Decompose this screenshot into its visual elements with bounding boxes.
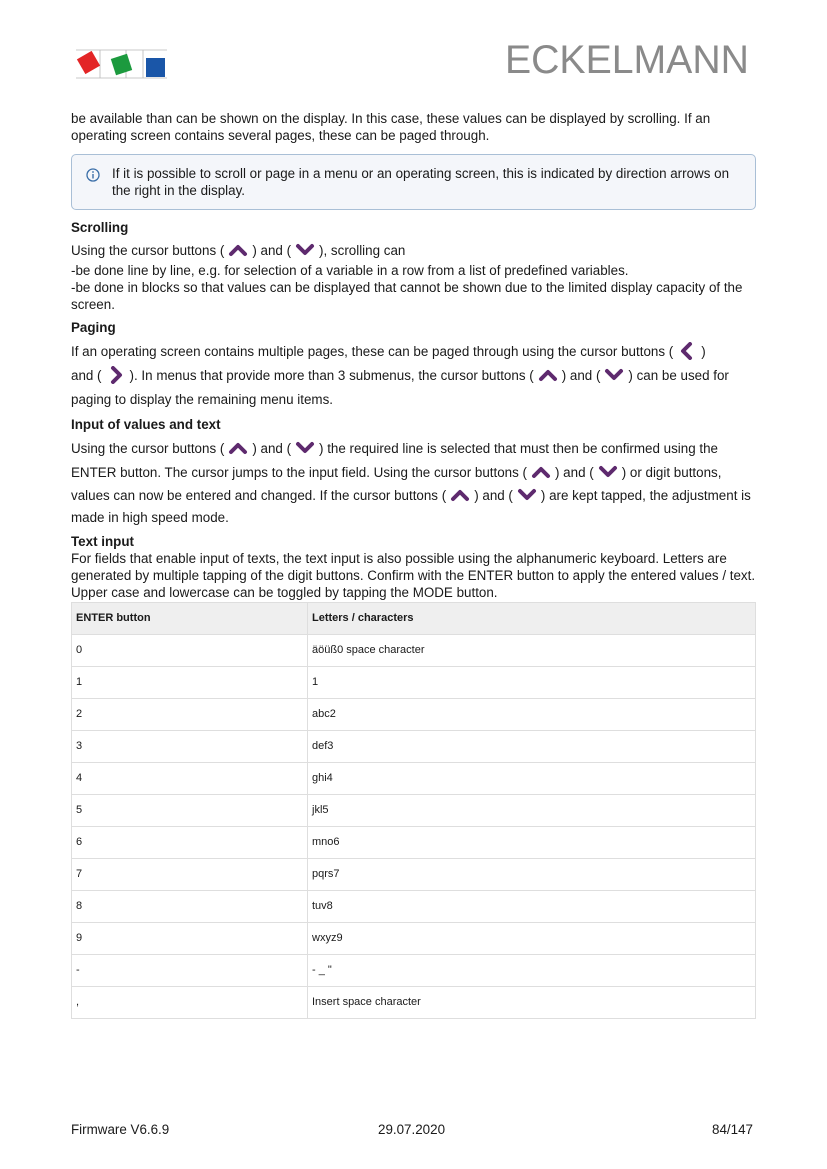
column-header: ENTER button xyxy=(72,603,308,635)
table-cell: 4 xyxy=(72,763,308,795)
scrolling-heading: Scrolling xyxy=(71,220,129,235)
cursor-up-icon xyxy=(228,241,248,259)
table-cell: jkl5 xyxy=(308,795,756,827)
cursor-up-icon xyxy=(538,366,558,384)
table-cell: def3 xyxy=(308,731,756,763)
table-row xyxy=(72,827,756,859)
table-row xyxy=(72,987,756,1019)
paging-section xyxy=(71,319,756,412)
paging-text-f: ) can be used for paging to display the remaining menu items. xyxy=(71,368,729,407)
cursor-down-icon xyxy=(295,241,315,259)
input-text-f: ) or digit buttons, xyxy=(621,465,722,480)
cursor-up-icon xyxy=(450,486,470,504)
paging-text-b: ) xyxy=(701,344,706,359)
table-cell: 0 xyxy=(72,635,308,667)
text-input-body: For fields that enable input of texts, the text input is also possible using the alphanumeric keyboard. Letters are generated by multiple tapping of the digit buttons. Confirm with the ENTER button to apply the entered values / text. Upper case and lowercase can be toggled by tapping the MODE button. xyxy=(71,551,756,600)
table-row xyxy=(72,731,756,763)
table-row xyxy=(72,955,756,987)
info-note xyxy=(71,154,756,210)
cursor-right-icon xyxy=(106,366,126,384)
scrolling-section xyxy=(71,219,756,313)
scrolling-text-c: ), scrolling can xyxy=(319,243,406,258)
table-row xyxy=(72,891,756,923)
cursor-down-icon xyxy=(598,463,618,481)
table-cell: tuv8 xyxy=(308,891,756,923)
input-text-a: Using the cursor buttons ( xyxy=(71,441,225,456)
table-cell: 2 xyxy=(72,699,308,731)
table-row xyxy=(72,635,756,667)
table-cell: Insert space character xyxy=(308,987,756,1019)
table-row xyxy=(72,795,756,827)
company-logo-icon xyxy=(76,47,167,79)
input-text-h: ) and ( xyxy=(474,488,513,503)
table-cell: - _ " xyxy=(308,955,756,987)
paging-heading: Paging xyxy=(71,320,116,335)
cursor-up-icon xyxy=(531,463,551,481)
input-text-e: ) and ( xyxy=(555,465,594,480)
input-heading: Input of values and text xyxy=(71,417,221,432)
paging-text-d: ). In menus that provide more than 3 submenus, the cursor buttons ( xyxy=(129,368,534,383)
table-cell: 9 xyxy=(72,923,308,955)
table-cell: pqrs7 xyxy=(308,859,756,891)
table-cell: , xyxy=(72,987,308,1019)
scrolling-text-a: Using the cursor buttons ( xyxy=(71,243,225,258)
paging-text-c: and ( xyxy=(71,368,102,383)
info-icon xyxy=(86,168,100,182)
table-cell: abc2 xyxy=(308,699,756,731)
table-cell: 3 xyxy=(72,731,308,763)
table-cell: 6 xyxy=(72,827,308,859)
table-row xyxy=(72,859,756,891)
footer-firmware: Firmware V6.6.9 xyxy=(71,1122,170,1137)
table-cell: ghi4 xyxy=(308,763,756,795)
key-mapping-table xyxy=(71,602,756,1019)
paging-text-a: If an operating screen contains multiple pages, these can be paged through using the cursor buttons ( xyxy=(71,344,674,359)
text-input-heading: Text input xyxy=(71,534,134,549)
note-text: If it is possible to scroll or page in a menu or an operating screen, this is indicated by direction arrows on the right in the display. xyxy=(112,166,730,198)
brand-wordmark: ECKELMANN xyxy=(505,38,749,82)
cursor-down-icon xyxy=(604,366,624,384)
table-cell: äöüß0 space character xyxy=(308,635,756,667)
intro-paragraph: be available than can be shown on the display. In this case, these values can be displayed by scrolling. If an operating screen contains several pages, these can be paged through. xyxy=(71,111,711,143)
input-section xyxy=(71,416,756,529)
input-text-c: ) the required line is selected that must then be confirmed using the xyxy=(319,441,718,456)
table-row xyxy=(72,699,756,731)
column-header: Letters / characters xyxy=(308,603,756,635)
table-cell: 5 xyxy=(72,795,308,827)
input-text-g: values can now be entered and changed. If the cursor buttons ( xyxy=(71,488,447,503)
table-cell: 8 xyxy=(72,891,308,923)
footer-page-number: 84/147 xyxy=(712,1122,753,1137)
input-text-d: ENTER button. The cursor jumps to the input field. Using the cursor buttons ( xyxy=(71,465,527,480)
table-row xyxy=(72,763,756,795)
table-row xyxy=(72,667,756,699)
table-cell: wxyz9 xyxy=(308,923,756,955)
main-content xyxy=(71,110,756,1019)
table-cell: - xyxy=(72,955,308,987)
scrolling-text-b: ) and ( xyxy=(252,243,292,258)
footer-date: 29.07.2020 xyxy=(378,1122,446,1137)
table-cell: 1 xyxy=(72,667,308,699)
input-text-i: ) are kept tapped, the adjustment is made in high speed mode. xyxy=(71,488,751,525)
input-text-b: ) and ( xyxy=(252,441,292,456)
cursor-down-icon xyxy=(517,486,537,504)
text-input-section xyxy=(71,533,756,601)
table-cell: 1 xyxy=(308,667,756,699)
cursor-left-icon xyxy=(677,342,697,360)
scrolling-line-2: -be done line by line, e.g. for selection of a variable in a row from a list of predefined variables. xyxy=(71,263,629,278)
table-header-row xyxy=(72,603,756,635)
scrolling-line-3: -be done in blocks so that values can be displayed that cannot be shown due to the limited display capacity of the screen. xyxy=(71,280,743,312)
cursor-up-icon xyxy=(228,439,248,457)
table-row xyxy=(72,923,756,955)
cursor-down-icon xyxy=(295,439,315,457)
table-cell: 7 xyxy=(72,859,308,891)
table-cell: mno6 xyxy=(308,827,756,859)
paging-text-e: ) and ( xyxy=(561,368,601,383)
